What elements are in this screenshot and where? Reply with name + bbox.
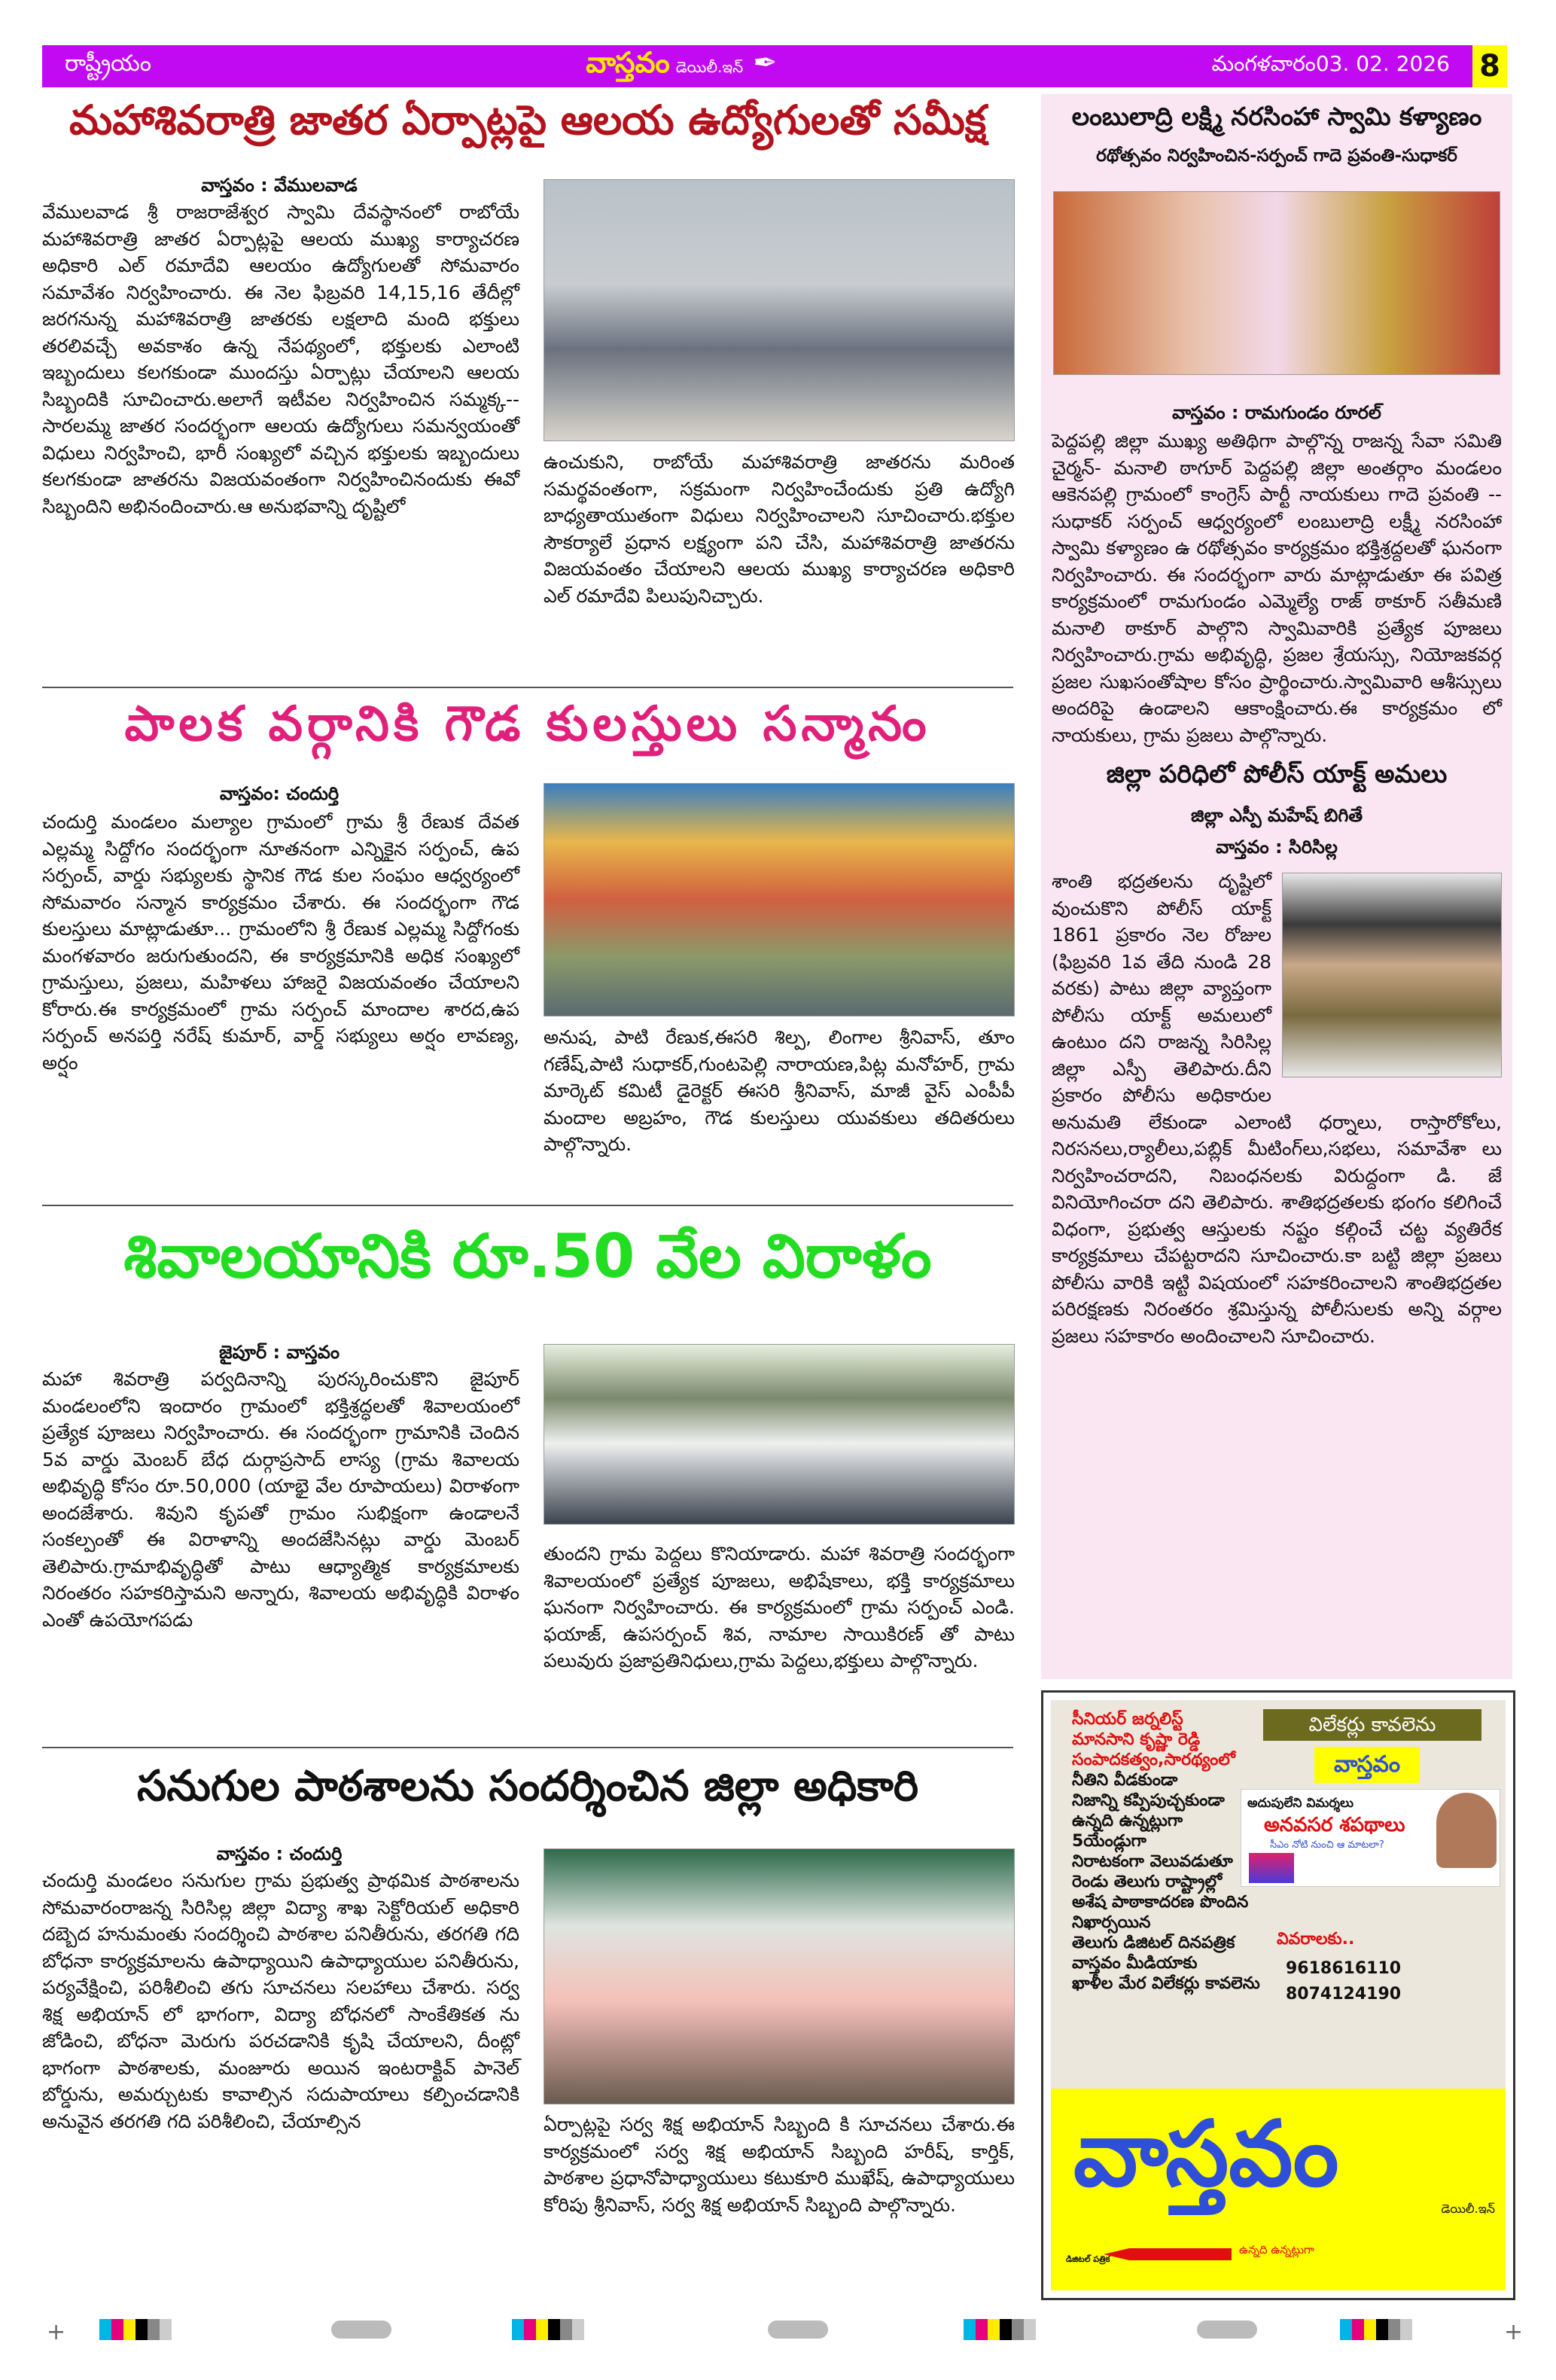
photo-school — [544, 1848, 1015, 2104]
page-number: 8 — [1472, 45, 1507, 87]
digital-label: డిజిటల్ పత్రిక — [1066, 2254, 1110, 2264]
ad-line: నీతిని వీడకుండా — [1072, 1771, 1178, 1790]
color-bar — [1340, 2319, 1412, 2340]
sidebar-headline-police-act: జిల్లా పరిధిలో పోలీస్ యాక్ట్ అమలు — [1106, 759, 1448, 788]
dateline: వాస్తవం: చందుర్తి — [219, 783, 340, 804]
article-body-cont: తుందని గ్రామ పెద్దలు కొనియాడారు. మహా శివరాత్రి సందర్భంగా శివాలయంలో ప్రత్యేక పూజలు, అభిషేకాలు, భక్తి కార్యక్రమాలు ఘనంగా నిర్వహించారు. ఈ కార్యక్రమంలో గ్రామ సర్పంచ్ ఎండి. ఫయాజ్, ఉపసర్పంచ్ శివ, నామాల సాయికిరణ్ తో పాటు పలువురు ప్రజాప్రతినిధులు,గ్రామ పెద్దలు,భక్తులు పాల్గొన్నారు. — [544, 1543, 1015, 1671]
photo-sp — [1282, 873, 1502, 1077]
clip-portrait — [1436, 1793, 1497, 1868]
sidebar-subhead: రథోత్సవం నిర్వహించిన-సర్పంచ్ గాదె ప్రవంతి-సుధాకర్ — [1096, 146, 1457, 166]
page-header — [42, 45, 1472, 87]
ad-line: ఉన్నది ఉన్నట్లుగా — [1072, 1812, 1183, 1830]
pen-icon: ✒ — [753, 46, 778, 79]
divider — [42, 687, 1013, 688]
clip-headline: అనవసర శపథాలు — [1264, 1814, 1405, 1836]
section-label: రాష్ట్రీయం — [65, 50, 151, 77]
registration-oval — [331, 2321, 391, 2339]
color-bar — [964, 2319, 1036, 2340]
ad-red-line: మానసాని కృష్ణా రెడ్డి — [1072, 1730, 1201, 1749]
article-body: శాంతి భద్రతలను దృష్టిలో వుంచుకొని పోలీస్ యాక్ట్ 1861 ప్రకారం నెల రోజుల (ఫిబ్రవరి 1వ తేది నుండి 28 వరకు) పాటు జిల్లా వ్యాప్తంగా పోలీసు యాక్ట్ అమలులో ఉంటుం దని రాజన్న సిరిసిల్ల జిల్లా ఎస్పీ తెలిపారు.దీని ప్రకారం పోలీసు అధికారుల అనుమతి లేకుండా ఎలాంటి ధర్నాలు, రాస్తారోకోలు, నిరసనలు,ర్యాలీలు,పబ్లిక్ మీటింగ్‌లు,సభలు, సమావేశా లు నిర్వహించరాదని, నిబంధనలకు విరుద్దంగా డి. జే వినియోగించరా దని తెలిపారు. శాతిభద్రతలకు భంగం కలిగించే విధంగా, ప్రభుత్వ ఆస్తులకు నష్టం కల్గించే చట్ట వ్యతిరేక కార్యక్రమాలు చేపట్టరాదని సూచించారు.కా బట్టి జిల్లా ప్రజలు పోలీసు వారికి ఇట్టి విషయంలో సహకరించాలని శాంతిభద్రతల పరిరక్షణకు నిరంతరం శ్రమిస్తున్న పోలీసులకు అన్ని వర్గాల ప్రజలు సహకారం అందించాలని సూచించారు. — [1052, 870, 1502, 1347]
logo-suffix: డెయిలీ.ఇన్ — [1441, 2202, 1495, 2216]
ad-line: అశేష పాఠాకాదరణ పొందిన — [1072, 1893, 1249, 1912]
dateline: వాస్తవం : సిరిసిల్ల — [1216, 837, 1338, 858]
sidebar-headline-kalyanam: లంబులాద్రి లక్ష్మి నరసింహా స్వామి కళ్యాణం — [1071, 102, 1482, 131]
ad-line: తెలుగు డిజిటల్ దినపత్రిక — [1072, 1934, 1235, 1952]
phone-number[interactable]: 8074124190 — [1286, 1985, 1402, 2004]
headline-temple-donation: శివాలయానికి రూ.50 వేల విరాళం — [123, 1221, 932, 1291]
masthead-sub: డెయిలీ.ఇన్ — [675, 58, 744, 76]
article-body-cont: ఉంచుకుని, రాబోయే మహాశివరాత్రి జాతరను మరింత సమర్థవంతంగా, సక్రమంగా నిర్వహించేందుకు ప్రతి ఉద్యోగి బాధ్యతాయుతంగా విధులు నిర్వహించాలని సూచించారు.భక్తుల సౌకర్యాలే ప్రధాన లక్ష్యంగా పని చేసి, మహాశివరాత్రి జాతరను విజయవంతం చేయాలని ఆలయ ముఖ్య కార్యాచరణ అధికారి ఎల్ రమాదేవి పిలుపునిచ్చారు. — [544, 451, 1015, 607]
registration-oval — [768, 2321, 828, 2339]
crosshair-icon: + — [47, 2319, 66, 2345]
ad-line: నిఖార్సయిన — [1072, 1913, 1151, 1932]
ad-mini-logo: వాస్తవం — [1314, 1747, 1420, 1783]
headline-shivaratri-review: మహాశివరాత్రి జాతర ఏర్పాట్లపై ఆలయ ఉద్యోగులతో సమీక్ష — [69, 96, 987, 144]
ad-line: ఖాళీల మేర విలేకర్లు కావలెను — [1072, 1974, 1260, 1993]
masthead-title: వాస్తవం — [586, 46, 670, 79]
headline-gouda-felicitation: పాలక వర్గానికి గౌడ కులస్తులు సన్మానం — [124, 696, 931, 752]
clip-sub: సీఎం నోటి నుంచి ఆ మాటలా? — [1270, 1839, 1384, 1851]
dateline: జైపూర్ : వాస్తవం — [219, 1342, 340, 1363]
ad-line: వాస్తవం మీడియాకు — [1072, 1954, 1198, 1973]
contact-label: వివరాలకు.. — [1277, 1930, 1355, 1949]
article-body: చందుర్తి మండలం మల్యాల గ్రామంలో గ్రామ శ్రీ రేణుక దేవత ఎల్లమ్మ సిద్దోగం సందర్భంగా నూతనంగా ఎన్నికైన సర్పంచ్, ఉప సర్పంచ్, వార్డు సభ్యులకు స్థానిక గౌడ కుల సంఘం ఆధ్వర్యంలో సోమవారం సన్మాన కార్యక్రమం చేశారు. ఈ సందర్భంగా గౌడ కులస్తులు మాట్లాడుతూ... గ్రామంలోని శ్రీ రేణుక ఎల్లమ్మ సిద్దోగంకు మంగళవారం జరుగుతుందని, ఈ కార్యక్రమానికి అధిక సంఖ్యలో గ్రామస్తులు, ప్రజలు, మహిళలు హాజరై విజయవంతం చేయాలని కోరారు.ఈ కార్యక్రమంలో గ్రామ సర్పంచ్ మాందాల శారద,ఉప సర్పంచ్ అనపర్తి నరేష్ కుమార్, వార్డ్ సభ్యులు అర్షం లావణ్య, అర్షం — [42, 811, 519, 1074]
headline-school-visit: సనుగుల పాఠశాలను సందర్శించిన జిల్లా అధికారి — [136, 1762, 919, 1811]
divider — [42, 1205, 1013, 1206]
ad-red-line: సీనియర్ జర్నలిస్ట్ — [1072, 1710, 1183, 1729]
photo-meeting — [544, 179, 1015, 441]
photo-caption: అనుష, పాటి రేణుక,ఈసరి శిల్ప, లింగాల శ్రీనివాస్, తూం గణేష్,పాటి సుధాకర్,గుంటపెల్లి నారాయణ,పిట్ల మనోహర్, గ్రామ మార్కెట్ కమిటీ డైరెక్టర్ ఈసరి శ్రీనివాస్, మాజీ వైస్ ఎంపీపీ మందాల అబ్రహం, గౌడ కులస్తులు యువకులు తదితరులు పాల్గొన్నారు. — [544, 1026, 1015, 1155]
divider — [42, 1747, 1013, 1748]
sidebar-subhead: జిల్లా ఎస్పీ మహేష్ బిగితే — [1190, 805, 1363, 826]
dateline: వాస్తవం : వేములవాడ — [201, 175, 358, 196]
registration-oval — [1197, 2321, 1257, 2339]
clip-kicker: అదుపులేని విమర్శలు — [1247, 1796, 1354, 1811]
ad-line: నిజాన్ని కప్పిపుచ్చకుండా — [1072, 1791, 1225, 1810]
phone-number[interactable]: 9618616110 — [1286, 1959, 1402, 1978]
article-body: మహా శివరాత్రి పర్వదినాన్ని పురస్కరించుకొని జైపూర్ మండలంలోని ఇందారం గ్రామంలో భక్తిశ్రద్ధలతో శివాలయంలో ప్రత్యేక పూజలు నిర్వహించారు. ఈ సందర్భంగా గ్రామానికి చెందిన 5వ వార్డు మెంబర్ బేధ దుర్గాప్రసాద్ లాస్య (గ్రామ శివాలయ అభివృద్ధి కోసం రూ.50,000 (యాభై వేల రూపాయలు) విరాళంగా అందజేశారు. శివుని కృపతో గ్రామం సుభిక్షంగా ఉండాలనే సంకల్పంతో ఈ విరాళాన్ని అందజేసినట్లు వార్డు మెంబర్ తెలిపారు.గ్రామాభివృద్ధితో పాటు ఆధ్యాత్మిక కార్యక్రమాలకు నిరంతరం సహకరిస్తామని అన్నారు, శివాలయ అభివృద్ధికి విరాళం ఎంతో ఉపయోగపడు — [42, 1368, 519, 1631]
color-bar — [512, 2319, 584, 2340]
ad-line: రెండు తెలుగు రాష్ట్రాల్లో — [1072, 1873, 1223, 1891]
issue-date: మంగళవారం03. 02. 2026 — [1211, 51, 1450, 76]
photo-group — [544, 783, 1015, 1016]
news-clipping — [1241, 1789, 1500, 1887]
big-logo: వాస్తవం — [1073, 2102, 1339, 2207]
advertisement-reporters-wanted — [1041, 1690, 1515, 2300]
logo-block — [1051, 2089, 1506, 2290]
pen-nib-icon — [1104, 2248, 1232, 2260]
article-body: పెద్దపల్లి జిల్లా ముఖ్య అతిథిగా పాల్గొన్న రాజన్న సేవా సమితి చైర్మన్- మనాలి ఠాగూర్ పెద్దపల్లి జిల్లా అంతర్గాం మండలం ఆకెనపల్లి గ్రామంలో కాంగ్రెస్ పార్టీ నాయకులు గాదె ప్రవంతి -- సుధాకర్ సర్పంచ్ ఆధ్వర్యంలో లంబులాద్రి లక్ష్మీ నరసింహా స్వామి కళ్యాణం ఉ రథోత్సవం కార్యక్రమం భక్తిశ్రద్దలతో ఘనంగా నిర్వహించారు. ఈ సందర్భంగా వారు మాట్లాడుతూ ఈ పవిత్ర కార్యక్రమంలో రామగుండం ఎమ్మెల్యే రాజ్ ఠాకూర్ సతీమణి మనాలి ఠాకూర్ పాల్గొని స్వామివారికి ప్రత్యేక పూజలు నిర్వహించారు.గ్రామ అభివృద్ధి, ప్రజల శ్రేయస్సు, నియోజకవర్గ ప్రజల సుఖసంతోషాల కోసం ప్రార్థించారు.స్వామివారి ఆశీస్సులు అందరిపై ఉండాలని ఆకాంక్షించారు.ఈ కార్యక్రమం లో నాయకులు, గ్రామ ప్రజలు పాల్గొన్నారు. — [1052, 430, 1502, 746]
dateline: వాస్తవం : చందుర్తి — [216, 1843, 343, 1864]
article-body-cont: ఏర్పాట్లపై సర్వ శిక్ష అభియాన్ సిబ్బంది కి సూచనలు చేశారు.ఈ కార్యక్రమంలో సర్వ శిక్ష అభియాన్ సిబ్బంది హరీష్, కార్తిక్, పాఠశాల ప్రధానోపాధ్యాయులు కటుకూరి ముఖేష్, ఉపాధ్యాయులు కోరిపు శ్రీనివాస్, సర్వ శిక్ష అభియాన్ సిబ్బంది పాల్గొన్నారు. — [544, 2113, 1015, 2216]
masthead — [586, 46, 777, 87]
tagline: ఉన్నది ఉన్నట్లుగా — [1239, 2243, 1314, 2257]
article-body: వేములవాడ శ్రీ రాజరాజేశ్వర స్వామి దేవస్థానంలో రాబోయే మహాశివరాత్రి జాతర ఏర్పాట్లపై ఆలయ ముఖ్య కార్యాచరణ అధికారి ఎల్ రమాదేవి ఆలయం ఉద్యోగులతో సోమవారం సమావేశం నిర్వహించారు. ఈ నెల ఫిబ్రవరి 14,15,16 తేదీల్లో జరగనున్న మహాశివరాత్రి జాతరకు లక్షలాది మంది భక్తులు తరలివచ్చే అవకాశం ఉన్న నేపథ్యంలో, భక్తులకు ఎలాంటి ఇబ్బందులు కలగకుండా ముందస్తు ఏర్పాట్లు చేయాలని ఆలయ సిబ్బందికి సూచించారు.అలాగే ఇటీవల నిర్వహించిన సమ్మక్క--సారలమ్మ జాతర సందర్భంగా ఆలయ ఉద్యోగులు సమన్వయంతో విధులు నిర్వహించి, భారీ సంఖ్యలో వచ్చిన భక్తులకు ఇబ్బందులు కలగకుండా జాతరను విజయవంతంగా నిర్వహించినందుకు ఈవో సిబ్బందిని అభినందించారు.ఆ అనుభవాన్ని దృష్టిలో — [42, 201, 519, 517]
dateline: వాస్తవం : రామగుండం రూరల్ — [1172, 402, 1381, 423]
ad-line: నిరాటకంగా వెలువడుతూ — [1072, 1852, 1233, 1871]
photo-donation — [544, 1344, 1015, 1525]
ad-line: 5యేండ్లుగా — [1072, 1832, 1146, 1851]
article-body: చందుర్తి మండలం సనుగుల గ్రామ ప్రభుత్వ ప్రాథమిక పాఠశాలను సోమవారంరాజన్న సిరిసిల్ల జిల్లా విద్యా శాఖ సెక్టోరియల్ అధికారి దబ్బెద హనుమంతు సందర్శించి పాఠశాల పనితీరును, తరగతి గది బోధనా కార్యక్రమాలను ఉపాధ్యాయిని ఉపాధ్యాయుల పనితీరును, పర్యవేక్షించి, పరిశీలించి తగు సూచనలు సలహాలు చేశారు. సర్వ శిక్ష అభియాన్ లో భాగంగా, విద్యా బోధనలో సాంకేతికత ను జోడించి, బోధనా మెరుగు పరచడానికి కృషి చేయాలని, దీంట్లో భాగంగా పాఠశాలకు, మంజూరు అయిన ఇంటరాక్టివ్ పానెల్ బోర్డును, అమర్చుటకు కావాల్సిన సదుపాయాలు కల్పించడానికి అనువైన తరగతి గది పరిశీలించి, చేయాల్సిన — [42, 1870, 519, 2132]
sidebar-column — [1041, 94, 1512, 1679]
ad-banner: విలేకర్లు కావలెను — [1263, 1709, 1481, 1741]
crosshair-icon: + — [1504, 2319, 1524, 2345]
ad-red-line: సంపాదకత్వం,సారథ్యంలో — [1072, 1751, 1235, 1769]
color-bar — [99, 2319, 172, 2340]
photo-kalyanam — [1053, 191, 1500, 375]
clip-sidebar — [1249, 1853, 1294, 1883]
